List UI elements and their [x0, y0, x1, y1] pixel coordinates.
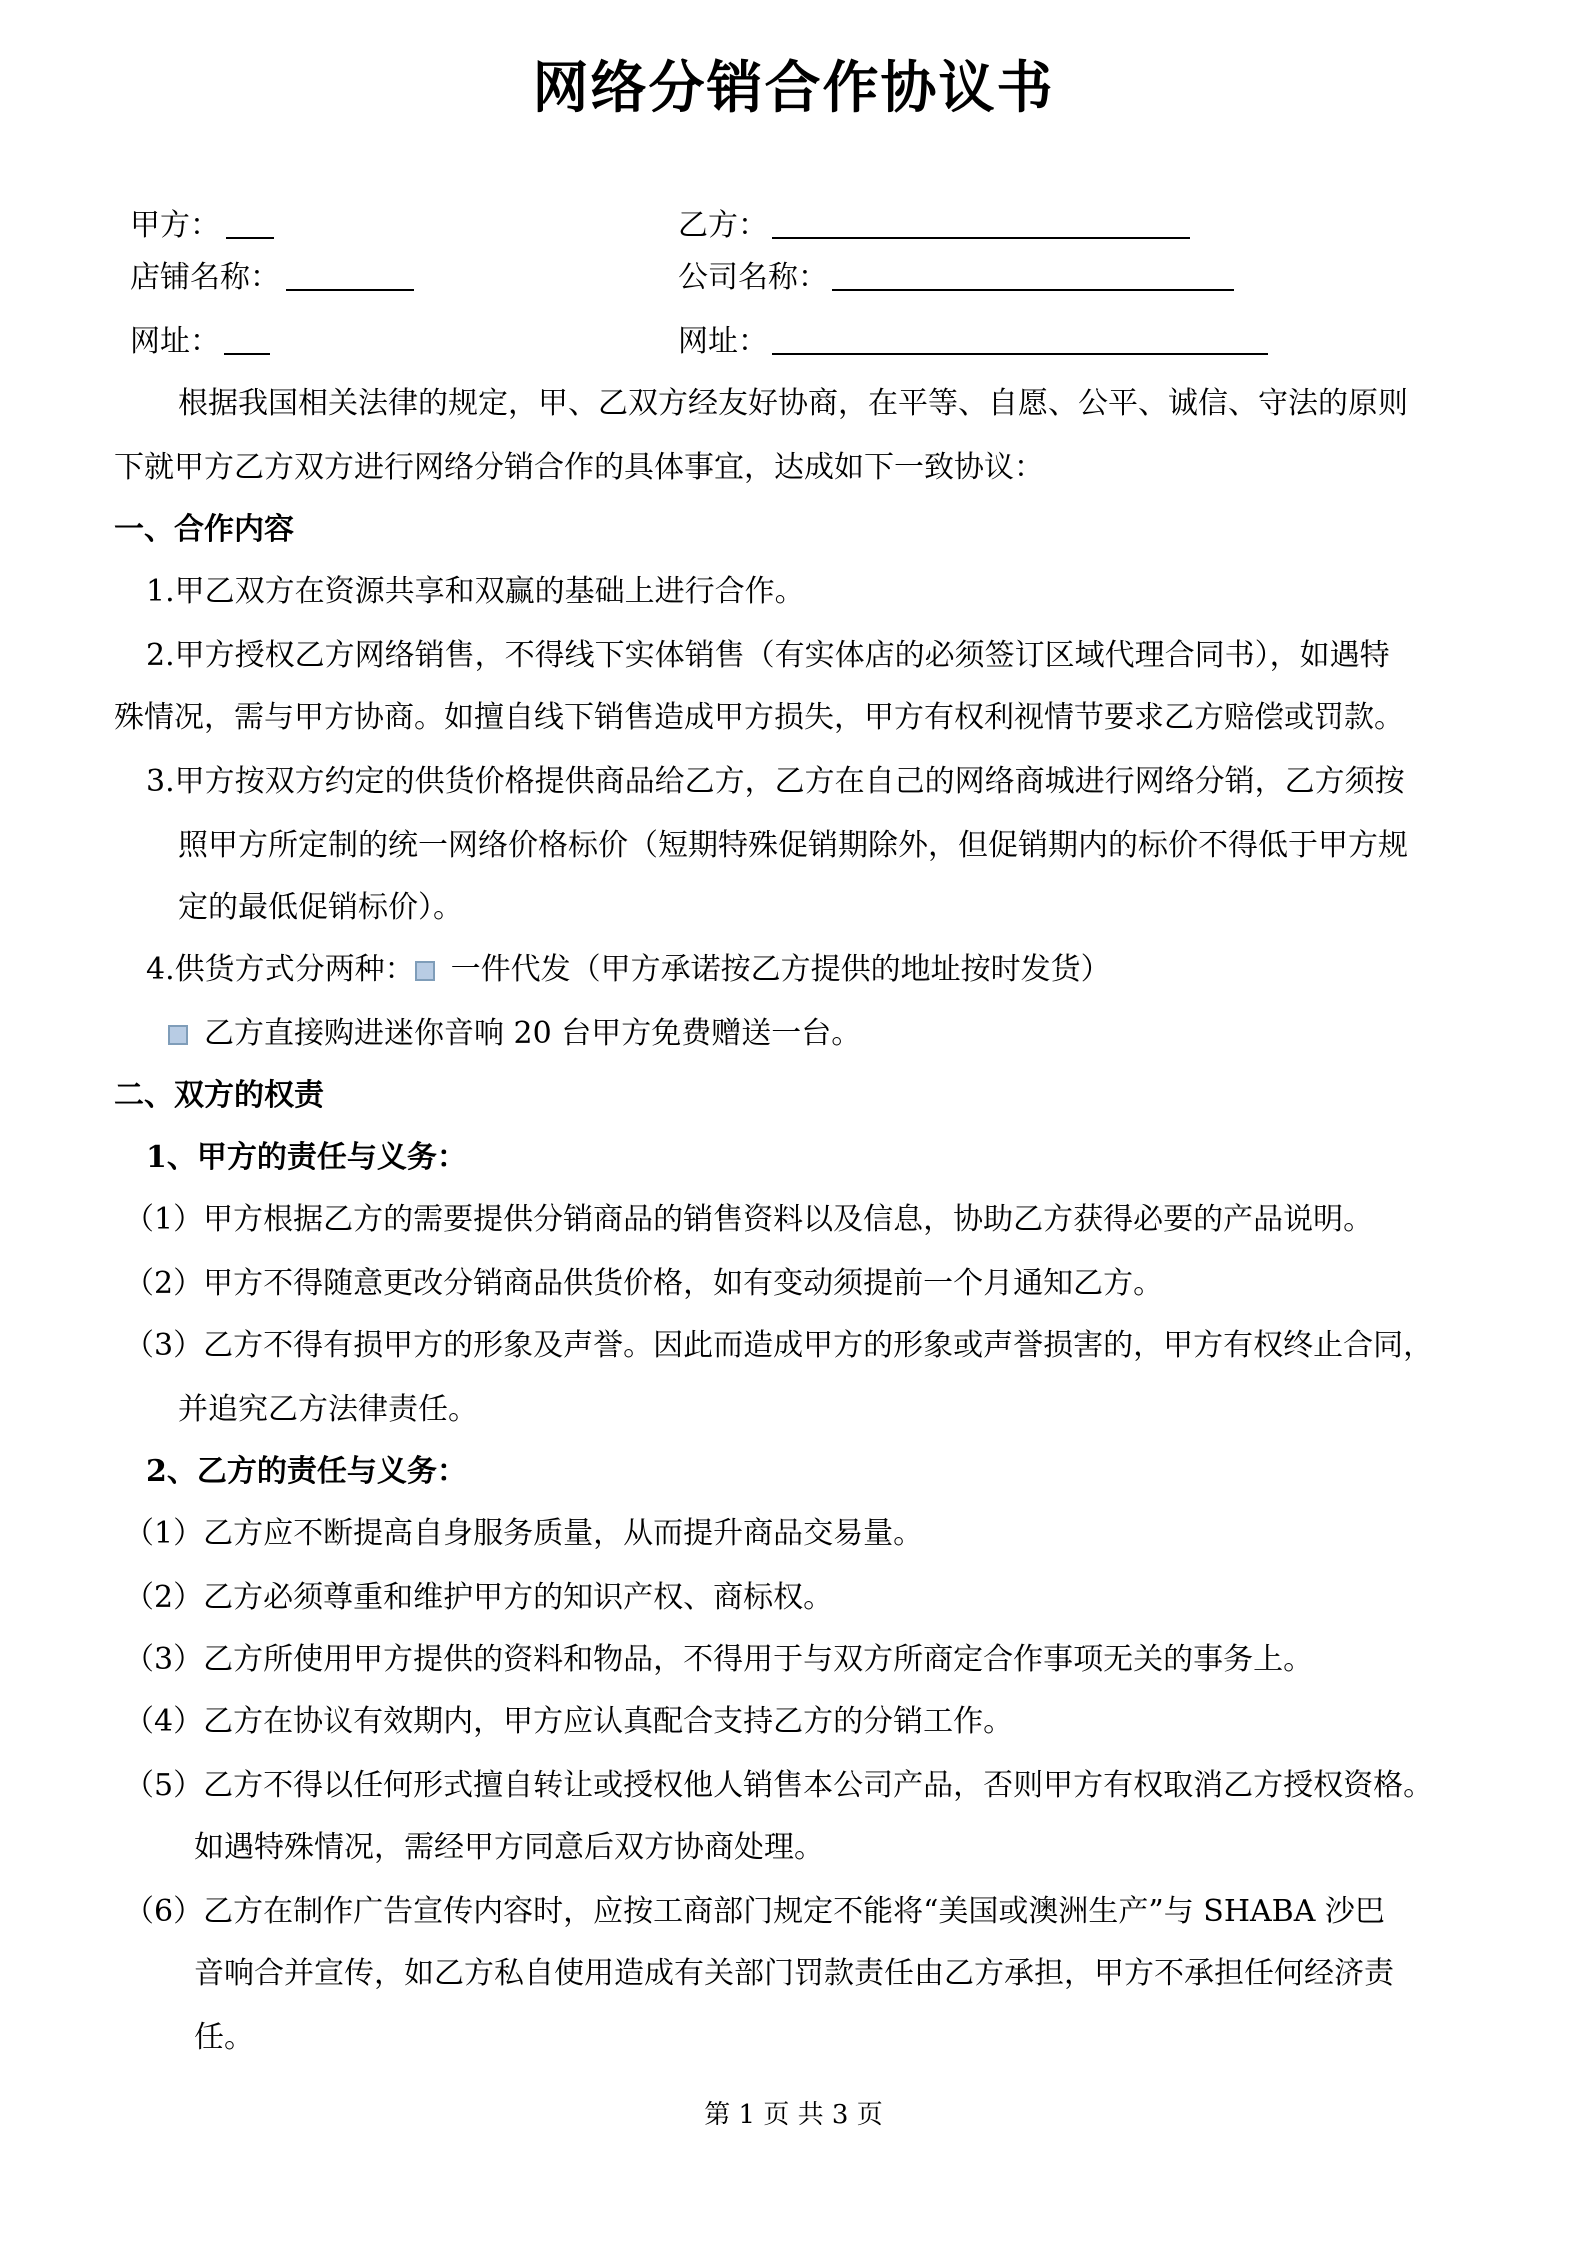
clause-line: 如遇特殊情况，需经甲方同意后双方协商处理。	[194, 1830, 824, 1865]
option-drop-ship-label: 一件代发（甲方承诺按乙方提供的地址按时发货）	[450, 952, 1111, 987]
clause-line: （5）乙方不得以任何形式擅自转让或授权他人销售本公司产品，否则甲方有权取消乙方授权资格。	[124, 1768, 1434, 1803]
website-a-blank[interactable]	[224, 325, 270, 355]
shop-name-field	[130, 258, 414, 298]
clause-line: （2）甲方不得随意更改分销商品供货价格，如有变动须提前一个月通知乙方。	[124, 1266, 1164, 1301]
party-b-blank[interactable]	[772, 209, 1190, 239]
clause-line: 任。	[194, 2020, 254, 2055]
clause-line: 并追究乙方法律责任。	[178, 1392, 478, 1427]
party-b-field	[678, 206, 1190, 246]
website-b-field	[678, 322, 1268, 362]
clause-line: （6）乙方在制作广告宣传内容时，应按工商部门规定不能将“美国或澳洲生产”与 SHABA 沙巴	[124, 1894, 1385, 1929]
clause-line: 3.甲方按双方约定的供货价格提供商品给乙方，乙方在自己的网络商城进行网络分销，乙方须按	[146, 764, 1405, 799]
clause-line: 1.甲乙双方在资源共享和双赢的基础上进行合作。	[146, 574, 805, 609]
party-a-label: 甲方：	[130, 208, 220, 243]
clause-line: 定的最低促销标价）。	[178, 890, 463, 925]
website-b-label: 网址：	[678, 324, 768, 359]
company-name-field	[678, 258, 1234, 298]
clause-line: （1）乙方应不断提高自身服务质量，从而提升商品交易量。	[124, 1516, 924, 1551]
clause-line: （2）乙方必须尊重和维护甲方的知识产权、商标权。	[124, 1580, 834, 1615]
subsection-heading: 1、甲方的责任与义务：	[146, 1140, 467, 1175]
company-name-label: 公司名称：	[678, 260, 828, 295]
supply-method-line	[146, 950, 1111, 990]
company-name-blank[interactable]	[832, 261, 1234, 291]
supply-method-option2-line	[168, 1014, 861, 1054]
checkbox-direct-purchase[interactable]	[168, 1025, 188, 1045]
page-footer: 第 1 页 共 3 页	[704, 2100, 883, 2130]
website-b-blank[interactable]	[772, 325, 1268, 355]
checkbox-drop-ship[interactable]	[415, 961, 435, 981]
clause-line: 2.甲方授权乙方网络销售，不得线下实体销售（有实体店的必须签订区域代理合同书），如遇特	[146, 638, 1390, 673]
preamble-line: 根据我国相关法律的规定，甲、乙双方经友好协商，在平等、自愿、公平、诚信、守法的原则	[178, 386, 1408, 421]
preamble-line: 下就甲方乙方双方进行网络分销合作的具体事宜，达成如下一致协议：	[114, 450, 1044, 485]
website-a-field	[130, 322, 270, 362]
option-direct-purchase-label: 乙方直接购进迷你音响 20 台甲方免费赠送一台。	[204, 1016, 862, 1051]
section-heading: 二、双方的权责	[114, 1078, 324, 1113]
subsection-heading: 2、乙方的责任与义务：	[146, 1454, 467, 1489]
supply-method-label: 4.供货方式分两种：	[146, 952, 415, 987]
shop-name-label: 店铺名称：	[130, 260, 280, 295]
section-heading: 一、合作内容	[114, 512, 294, 547]
clause-line: 殊情况，需与甲方协商。如擅自线下销售造成甲方损失，甲方有权利视情节要求乙方赔偿或罚款。	[114, 700, 1404, 735]
clause-line: （4）乙方在协议有效期内，甲方应认真配合支持乙方的分销工作。	[124, 1704, 1014, 1739]
clause-line: 音响合并宣传，如乙方私自使用造成有关部门罚款责任由乙方承担，甲方不承担任何经济责	[194, 1956, 1394, 1991]
clause-line: （3）乙方不得有损甲方的形象及声誉。因此而造成甲方的形象或声誉损害的，甲方有权终止合同，	[124, 1328, 1434, 1363]
clause-line: 照甲方所定制的统一网络价格标价（短期特殊促销期除外，但促销期内的标价不得低于甲方规	[178, 828, 1408, 863]
document-title: 网络分销合作协议书	[532, 56, 1055, 121]
website-a-label: 网址：	[130, 324, 220, 359]
shop-name-blank[interactable]	[286, 261, 414, 291]
clause-line: （3）乙方所使用甲方提供的资料和物品，不得用于与双方所商定合作事项无关的事务上。	[124, 1642, 1314, 1677]
party-a-blank[interactable]	[226, 209, 274, 239]
clause-line: （1）甲方根据乙方的需要提供分销商品的销售资料以及信息，协助乙方获得必要的产品说明。	[124, 1202, 1374, 1237]
party-b-label: 乙方：	[678, 208, 768, 243]
party-a-field	[130, 206, 274, 246]
